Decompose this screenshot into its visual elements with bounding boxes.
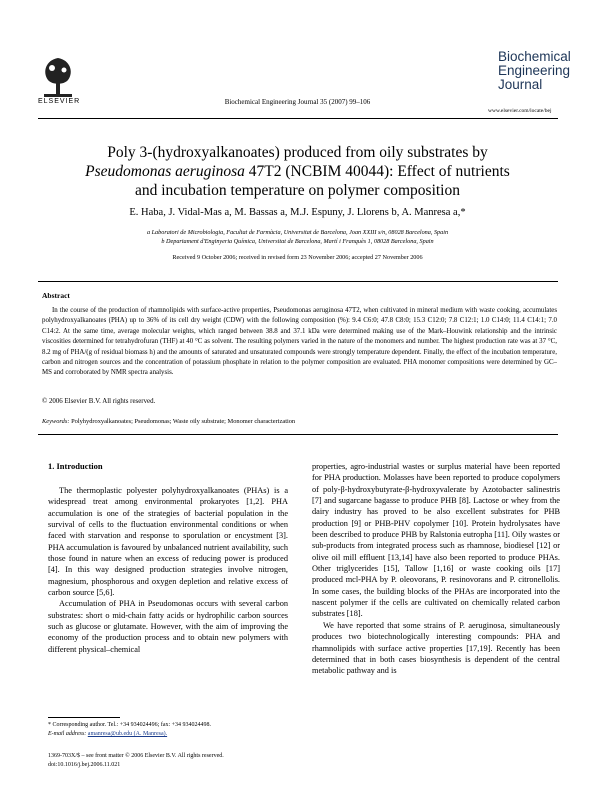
abstract-bottom-rule xyxy=(38,434,558,435)
title-line xyxy=(40,162,555,181)
left-column xyxy=(48,485,288,655)
header-divider xyxy=(38,118,558,119)
received-dates: Received 9 October 2006; received in revised form 23 November 2006; accepted 27 November 2006 xyxy=(172,254,423,261)
elsevier-tree-logo xyxy=(38,52,78,98)
journal-name-line: Biochemical xyxy=(498,49,571,64)
right-column xyxy=(312,461,560,677)
footnote xyxy=(48,721,288,739)
paragraph: We have reported that some strains of P. aeruginosa, simultaneously produces two biotechnologically interesting compounds: PHA and rhamnolipids with surface active properties [17,19]. Recently has been determined that in both cases biosynthesis is dependent of the central metabolic pathway and is xyxy=(312,620,560,676)
abstract-top-rule xyxy=(38,281,558,282)
email-link[interactable]: amanresa@ub.edu (A. Manresa). xyxy=(87,731,168,737)
issn-line xyxy=(48,752,224,770)
journal-name xyxy=(498,50,571,92)
keywords-label: Keywords: xyxy=(42,418,70,425)
publisher-name: ELSEVIER xyxy=(38,98,81,105)
journal-name-line: Journal xyxy=(498,77,543,92)
article-title xyxy=(40,143,555,200)
author-list: E. Haba, J. Vidal-Mas a, M. Bassas a, M.J. Espuny, J. Llorens b, A. Manresa a,* xyxy=(129,207,466,218)
journal-name-line: Engineering xyxy=(498,63,571,78)
title-line: Poly 3-(hydroxyalkanoates) produced from oily substrates by xyxy=(107,144,488,161)
abstract-heading: Abstract xyxy=(42,291,70,300)
affiliation-b: b Departament d'Enginyeria Química, Universitat de Barcelona, Martí i Franquès 1, 08028 Barcelona, Spain xyxy=(161,238,434,245)
paragraph: properties, agro-industrial wastes or surplus material have been reported for PHA production. Molasses have been reported to produce copolymers of poly-β-hydroxybutyrate-β-hydroxyvalerate by Azotobacter salinestris [7] and sugarcane bagasse to produce PHB [8]. Lactose or whey from the dairy industry has proved to be also excellent substrates for PHB production [9] or PHB-PHV copolymer [10]. Protein hydrolysates have been described to produce PHB by Ralstonia eutropha [11]. Oily wastes or sub-products from integrated process such as rhamnose, biodiesel [12] or olive oil mill effluent [13,14] have also been reported to produce PHAs. Other triglycerides [15], Tallow [1,16] or waste cooking oils [17] produced mcl-PHA by P. oleovorans, P. resinovorans and P. citronellolis. In some cases, the building blocks of the PHAs are incorporated into the nascent polymer if the cells are cultivated on chemically related carbon substrates [18]. xyxy=(312,462,560,619)
email-line xyxy=(48,730,288,739)
journal-url[interactable]: www.elsevier.com/locate/bej xyxy=(488,108,552,114)
email-label: E-mail address: xyxy=(48,731,87,737)
title-species: Pseudomonas aeruginosa xyxy=(85,163,245,180)
paragraph: The thermoplastic polyester polyhydroxyalkanoates (PHAs) is a widespread treat among environmental prokaryotes [1,2]. PHA accumulation is one of the strategies of bacterial population in the survival of cells to the fluctuation environmental conditions or when faced with starvation and response to sporulation or encystment [3]. PHA accumulation is favoured by unbalanced nutrient availability, such those found in nature when an excess of reducing power is produced [4]. In this way designed production strategies involve nitrogen, magnesium, phosphorous and oxygen depletion and relative excess of carbon source [5,6]. xyxy=(48,486,288,598)
issn-text: 1369-703X/$ – see front matter © 2006 Elsevier B.V. All rights reserved. xyxy=(48,753,224,759)
doi-link[interactable]: doi:10.1016/j.bej.2006.11.021 xyxy=(48,762,121,768)
affiliation-a: a Laboratori de Microbiologia, Facultat de Farmàcia, Universitat de Barcelona, Joan XXIII s/n, 08028 Barcelona, Spain xyxy=(146,229,449,236)
keywords-list: Polyhydroxyalkanoates; Pseudomonas; Waste oily substrate; Monomer characterization xyxy=(71,418,296,425)
copyright-notice: © 2006 Elsevier B.V. All rights reserved. xyxy=(42,398,156,405)
title-line-rest: 47T2 (NCBIM 40044): Effect of nutrients xyxy=(244,163,510,180)
corresponding-author: * Corresponding author. Tel.: +34 934024496; fax: +34 934024498. xyxy=(48,722,212,728)
paragraph: Accumulation of PHA in Pseudomonas occurs with several carbon substrates: short o mid-chain fatty acids or hydrophilic carbon sources such as glucose or glutamate. However, with the aim of improving the economy of the production process and to obtain new polymers with different physical–chemical xyxy=(48,599,288,654)
abstract-text: In the course of the production of rhamnolipids with surface-active properties, Pseudomonas aeruginosa 47T2, when cultivated in mineral medium with waste cooking, accumulates polyhydroxyalkanoates (PHA) up to 36% of its cell dry weight (CDW) with the following composition (%): 9.4 C6:0; 47.8 C8:0; 15.3 C12:0; 7.8 C12:1; 1.0 C14:0; 11.4 C14:1; 7.0 C14:2. At the same time, average molecular weights, which ranged between 38.8 and 37.1 kDa were determined making use of the Mark–Houwink relationship and the intrinsic viscosities determined for tetrahydrofuran (THF) at 40 °C as solvent. The resulting polymers varied in the nature of the monomers and number. The highest production rate was at 37 °C, 8.2 mg of PHA/(g of residual biomass h) and the amounts of saturated and unsaturated compounds were strongly temperature dependent. Finally, the effect of the incubation temperature, carbon and nitrogen sources and the concentration of potassium phosphate in relation to the polymer composition are evaluated. PHA monomer compositions were determined by GC–MS and corroborated by NMR spectra analysis. xyxy=(42,307,557,377)
footnote-rule xyxy=(48,717,120,718)
journal-reference: Biochemical Engineering Journal 35 (2007) 99–106 xyxy=(224,98,371,106)
title-line: and incubation temperature on polymer composition xyxy=(135,182,460,199)
section-heading: 1. Introduction xyxy=(48,461,103,471)
keywords xyxy=(42,418,295,425)
